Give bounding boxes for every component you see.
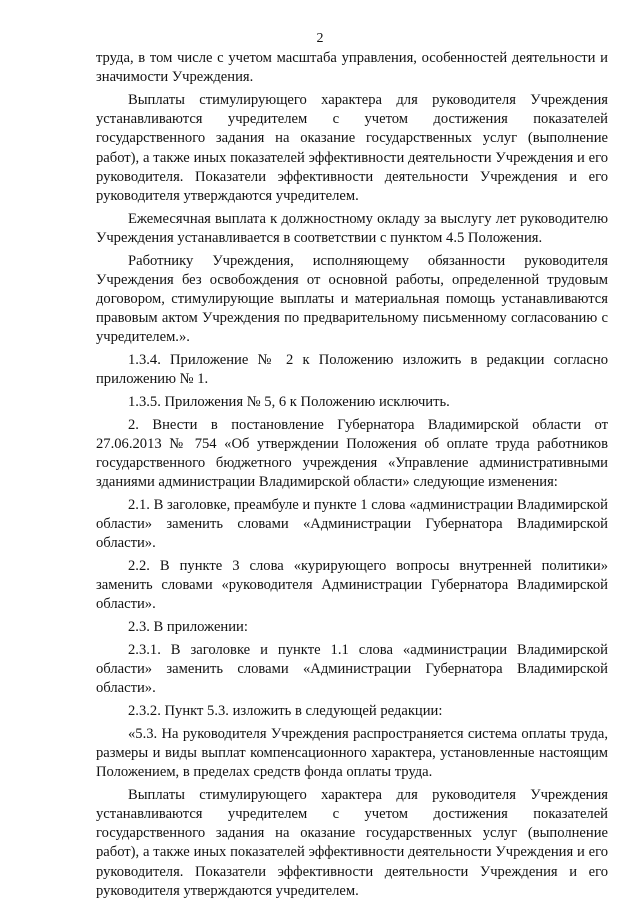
paragraph: 1.3.4. Приложение № 2 к Положению изложить в редакции согласно приложению № 1.	[96, 352, 608, 388]
paragraph: 2.3. В приложении:	[128, 619, 248, 636]
document-body	[96, 49, 608, 905]
paragraph: Ежемесячная выплата к должностному окладу за выслугу лет руководителю Учреждения устанавливается в соответствии с пунктом 4.5 Положения.	[96, 210, 608, 246]
paragraph: 2. Внести в постановление Губернатора Владимирской области от 27.06.2013 № 754 «Об утверждении Положения об оплате труда работников государственного бюджетного учреждения «Управление административными зданиями администрации Владимирской области» следующие изменения:	[96, 416, 608, 491]
paragraph: 2.1. В заголовке, преамбуле и пункте 1 слова «администрации Владимирской области» заменить словами «Администрации Губернатора Владимирской области».	[96, 496, 608, 552]
paragraph: Выплаты стимулирующего характера для руководителя Учреждения устанавливаются учредителем с учетом достижения показателей государственного задания на оказание государственных услуг (выполнение работ), а также иных показателей эффективности деятельности Учреждения и его руководителя. Показатели эффективности деятельности Учреждения и его руководителя утверждаются учредителем.	[96, 786, 608, 899]
paragraph: «5.3. На руководителя Учреждения распространяется система оплаты труда, размеры и виды выплат компенсационного характера, установленные настоящим Положением, в пределах средств фонда оплаты труда.	[96, 725, 608, 781]
paragraph: 1.3.5. Приложения № 5, 6 к Положению исключить.	[128, 393, 450, 410]
paragraph: Выплаты стимулирующего характера для руководителя Учреждения устанавливаются учредителем с учетом достижения показателей государственного задания на оказание государственных услуг (выполнение работ), а также иных показателей эффективности деятельности Учреждения и его руководителя. Показатели эффективности деятельности Учреждения и его руководителя утверждаются учредителем.	[96, 91, 608, 204]
paragraph: 2.2. В пункте 3 слова «курирующего вопросы внутренней политики» заменить словами «руководителя Администрации Губернатора Владимирской области».	[96, 558, 608, 613]
paragraph: труда, в том числе с учетом масштаба управления, особенностей деятельности и значимости Учреждения.	[96, 50, 608, 86]
paragraph: 2.3.2. Пункт 5.3. изложить в следующей редакции:	[128, 703, 443, 719]
page-number: 2	[316, 31, 324, 46]
paragraph: Работнику Учреждения, исполняющему обязанности руководителя Учреждения без освобождения от основной работы, определенной трудовым договором, стимулирующие выплаты и материальная помощь устанавливаются правовым актом Учреждения по предварительному письменному согласованию с учредителем.».	[96, 252, 608, 346]
paragraph: 2.3.1. В заголовке и пункте 1.1 слова «администрации Владимирской области» заменить словами «Администрации Губернатора Владимирской области».	[96, 641, 608, 697]
